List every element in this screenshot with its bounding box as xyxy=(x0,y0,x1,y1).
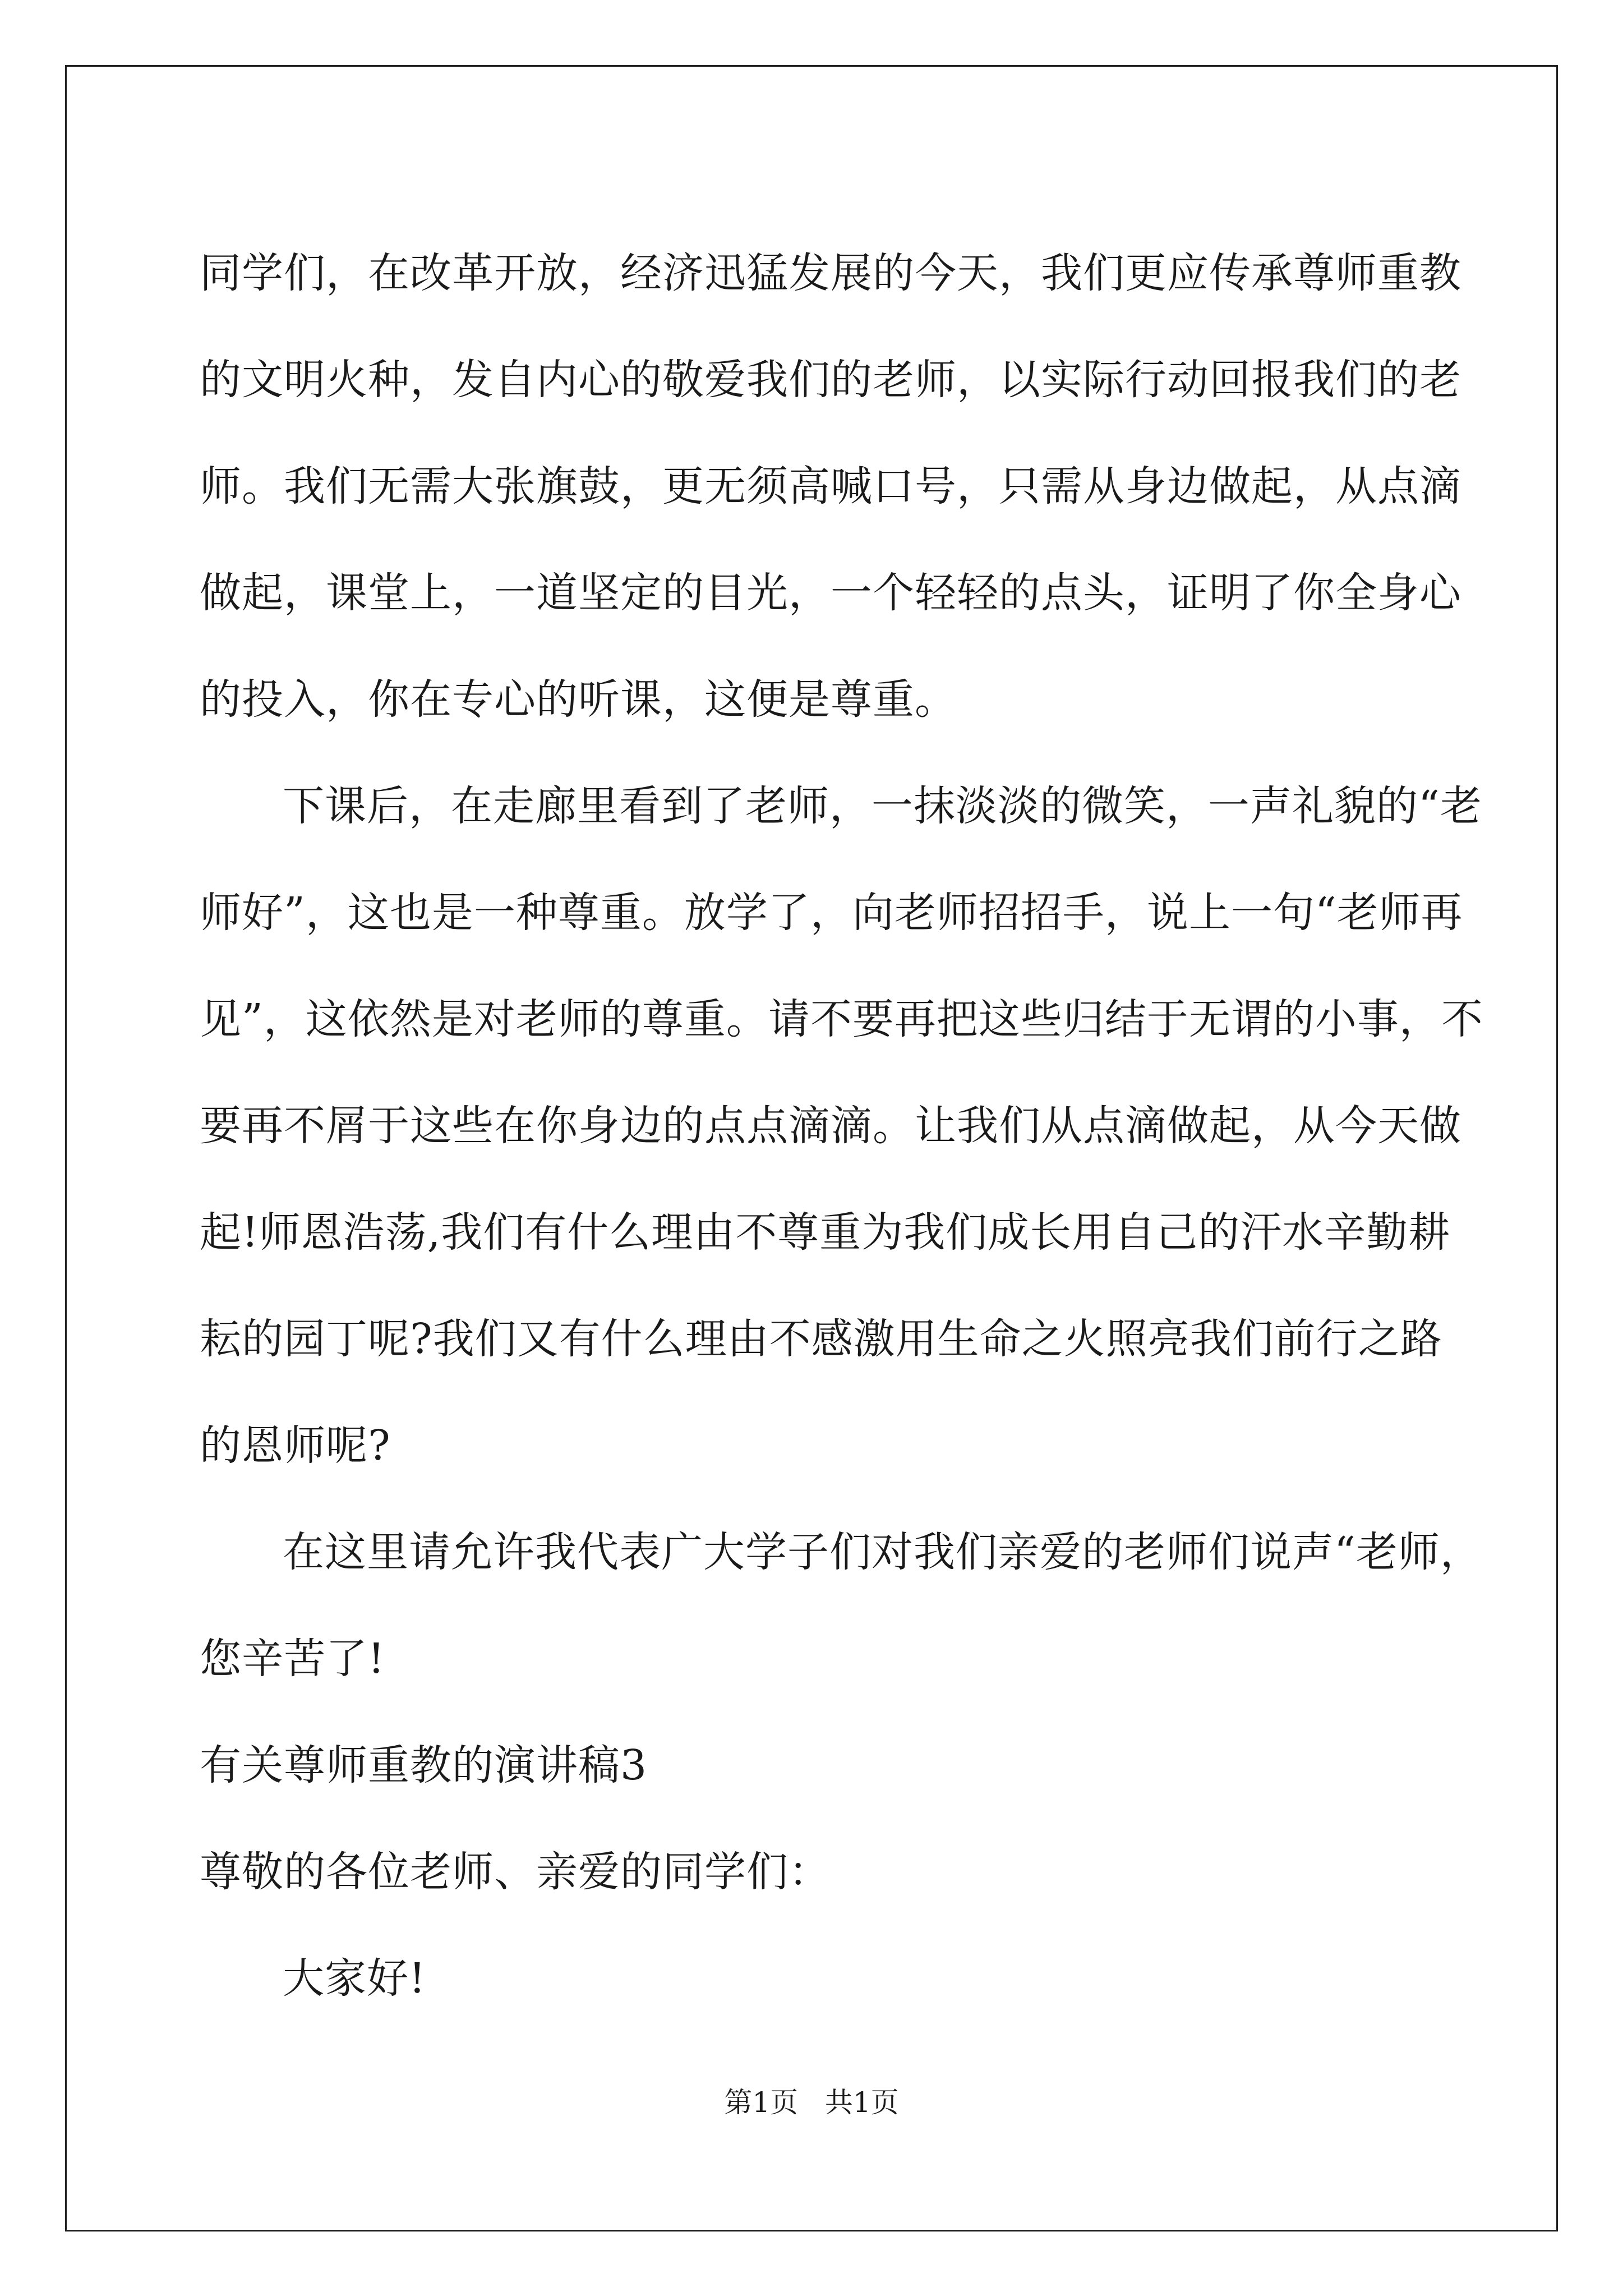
text-line: 起!师恩浩荡,我们有什么理由不尊重为我们成长用自己的汗水辛勤耕 xyxy=(200,1208,1451,1257)
text-line: 做起，课堂上，一道坚定的目光，一个轻轻的点头，证明了你全身心 xyxy=(200,569,1461,617)
text-line: 见”，这依然是对老师的尊重。请不要再把这些归结于无谓的小事，不 xyxy=(200,995,1483,1043)
document-body xyxy=(200,220,1483,2032)
text-line: 师好”，这也是一种尊重。放学了，向老师招招手，说上一句“老师再 xyxy=(200,889,1463,937)
page-footer: 第1页 共1页 xyxy=(724,2086,899,2119)
text-line: 耘的园丁呢?我们又有什么理由不感激用生命之火照亮我们前行之路 xyxy=(200,1315,1442,1363)
section-heading: 有关尊师重教的演讲稿3 xyxy=(200,1741,648,1789)
text-line: 的恩师呢? xyxy=(200,1421,391,1470)
text-line: 您辛苦了! xyxy=(200,1635,385,1683)
text-line: 同学们，在改革开放，经济迅猛发展的今天，我们更应传承尊师重教 xyxy=(200,249,1461,297)
text-line: 要再不屑于这些在你身边的点点滴滴。让我们从点滴做起，从今天做 xyxy=(200,1102,1461,1150)
text-line: 的文明火种，发自内心的敬爱我们的老师，以实际行动回报我们的老 xyxy=(200,356,1461,404)
greeting: 大家好! xyxy=(283,1954,426,2003)
text-line: 下课后，在走廊里看到了老师，一抹淡淡的微笑，一声礼貌的“老 xyxy=(283,782,1482,830)
salutation: 尊敬的各位老师、亲爱的同学们： xyxy=(200,1848,831,1896)
text-line: 的投入，你在专心的听课，这便是尊重。 xyxy=(200,675,957,724)
text-line: 在这里请允许我代表广大学子们对我们亲爱的老师们说声“老师， xyxy=(283,1528,1482,1576)
text-line: 师。我们无需大张旗鼓，更无须高喊口号，只需从身边做起，从点滴 xyxy=(200,462,1461,510)
